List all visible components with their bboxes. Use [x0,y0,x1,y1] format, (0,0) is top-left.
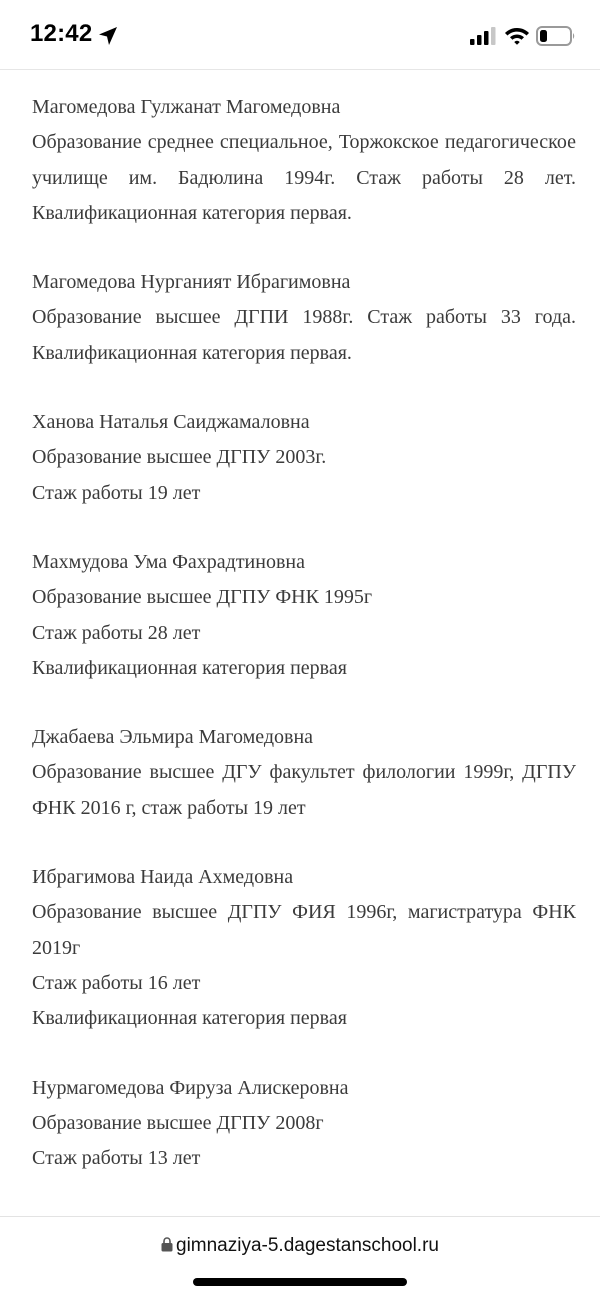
url-text: gimnaziya-5.dagestanschool.ru [176,1235,439,1256]
teacher-detail: Образование высшее ДГПУ 2008г [32,1111,324,1134]
teacher-detail: Образование высшее ДГУ факультет филологии 1999г, ДГПУ ФНК 2016 г, стаж работы 19 лет [32,761,576,819]
teacher-name: Джабаева Эльмира Магомедовна [32,726,314,749]
teacher-name: Магомедова Гулжанат Магомедовна [32,96,341,118]
lock-icon [161,1237,173,1252]
teacher-name: Махмудова Ума Фахрадтиновна [32,550,305,573]
teacher-entry [32,545,576,686]
status-time: 12:42 [30,20,93,47]
url-display[interactable] [0,1235,600,1257]
teacher-detail: Образование среднее специальное, Торжокское педагогическое училище им. Бадюлина 1994г. Стаж работы 28 лет. Квалификационная категория первая. [32,131,576,224]
cellular-signal-icon [470,26,496,46]
teacher-detail: Стаж работы 28 лет [32,621,201,644]
status-bar [0,0,600,70]
teacher-name: Магомедова Нурганият Ибрагимовна [32,271,351,294]
battery-icon [536,25,576,47]
teacher-name: Ибрагимова Наида Ахмедовна [32,866,294,889]
teacher-detail: Стаж работы 19 лет [32,481,201,504]
location-arrow-icon [97,25,119,47]
browser-address-bar[interactable] [0,1216,600,1298]
teacher-detail: Квалификационная категория первая [32,1007,347,1030]
teacher-detail: Образование высшее ДГПУ ФНК 1995г [32,586,373,609]
teacher-detail: Стаж работы 13 лет [32,1147,201,1170]
teacher-list [32,90,576,1210]
teacher-entry [32,860,576,1036]
teacher-entry [32,1071,576,1177]
teacher-entry [32,720,576,826]
teacher-name: Ханова Наталья Саиджамаловна [32,411,310,434]
teacher-detail: Квалификационная категория первая [32,656,347,679]
wifi-icon [504,24,530,46]
teacher-detail: Стаж работы 16 лет [32,971,201,994]
teacher-entry [32,265,576,371]
teacher-detail: Образование высшее ДГПИ 1988г. Стаж работы 33 года. Квалификационная категория первая. [32,306,576,364]
teacher-name: Нурмагомедова Фируза Алискеровна [32,1076,349,1099]
teacher-entry [32,90,576,231]
teacher-detail: Образование высшее ДГПУ ФИЯ 1996г, магистратура ФНК 2019г [32,901,576,959]
teacher-entry [32,405,576,511]
home-indicator[interactable] [193,1278,407,1286]
teacher-detail: Образование высшее ДГПУ 2003г. [32,446,327,469]
